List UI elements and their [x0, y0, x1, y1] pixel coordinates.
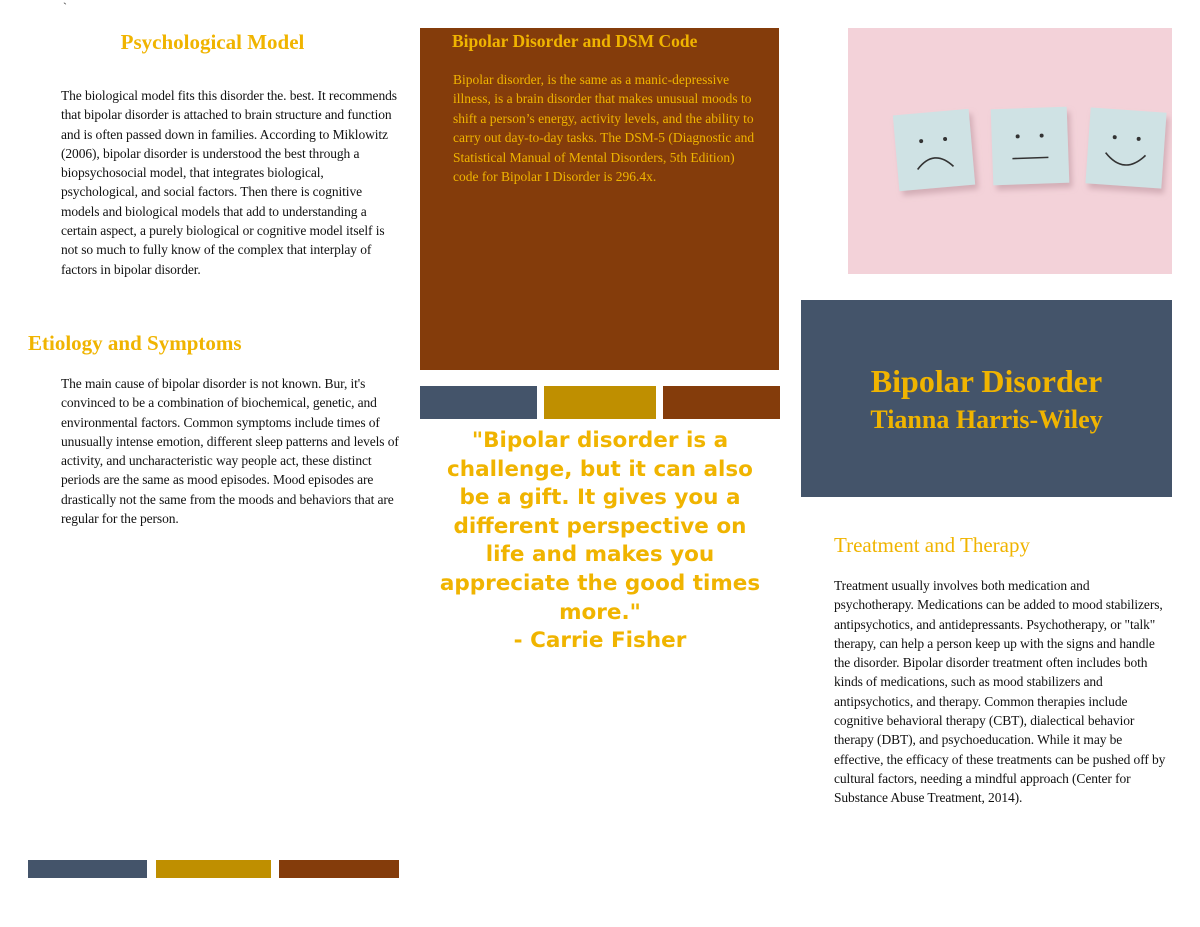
sad-face-note-icon — [893, 109, 975, 191]
brochure-title: Bipolar Disorder — [870, 363, 1103, 399]
decorative-bar-slate — [28, 860, 147, 878]
mood-faces-illustration — [848, 28, 1172, 274]
treatment-heading: Treatment and Therapy — [834, 533, 1030, 557]
decorative-bar-mustard — [156, 860, 271, 878]
author-name: Tianna Harris-Wiley — [870, 405, 1103, 434]
etiology-text: The main cause of bipolar disorder is not known. Bur, it's convinced to be a combination of biochemical, genetic, and environmental factors. Common symptoms include times of unusually intense emotion, different sleep patterns and levels of activity, and uncharacteristic way people act, these distinct periods are the same as mood episodes. Mood episodes are drastically not the same from the moods and behaviors that are regular for the person. — [61, 376, 399, 527]
quote-attribution: - Carrie Fisher — [513, 628, 687, 654]
etiology-heading: Etiology and Symptoms — [28, 331, 242, 355]
dsm-code-heading: Bipolar Disorder and DSM Code — [452, 31, 698, 51]
decorative-bar-mustard — [544, 386, 656, 419]
happy-face-note-icon — [1085, 107, 1166, 188]
decorative-bar-brown — [663, 386, 780, 419]
quote-text: "Bipolar disorder is a challenge, but it can also be a gift. It gives you a different perspective on life and makes you appreciate the good times more." — [439, 428, 761, 625]
treatment-text: Treatment usually involves both medication and psychotherapy. Medications can be added to mood stabilizers, antipsychotics, and antidepressants. Psychotherapy, or "talk" therapy, can help a person keep up with the signs and handle the disorder. Bipolar disorder treatment often includes both kinds of medications, such as mood stabilizers and antipsychotics, and therapy. Common therapies include cognitive behavioral therapy (CBT), dialectical behavior therapy (DBT), and psychoeducation. While it may be effective, the efficacy of these treatments can be pushed off by cultural factors, needing a mindful approach (Center for Substance Abuse Treatment, 2014). — [834, 578, 1166, 806]
quote-block — [436, 427, 764, 656]
dsm-code-text: Bipolar disorder, is the same as a manic-depressive illness, is a brain disorder that makes unusual moods to shift a person’s energy, activity levels, and the ability to carry out day-to-day tasks. The DSM-5 (Diagnostic and Statistical Manual of Mental Disorders, 5th Edition) code for Bipolar I Disorder is 296.4x. — [453, 72, 755, 185]
decorative-bar-brown — [279, 860, 399, 878]
neutral-face-note-icon — [991, 107, 1070, 186]
psychological-model-text: The biological model fits this disorder the. best. It recommends that bipolar disorder is attached to brain structure and function and is often passed down in families. According to Miklowitz (2006), bipolar disorder is understood the best through a biopsychosocial model, that integrates biological, psychological, and social factors. Then there is cognitive models and biological models that add to understanding a certain aspect, a purely biological or cognitive model itself is not so much to fully know of the complex that interplay of factors in bipolar disorder. — [61, 88, 397, 277]
decorative-bar-slate — [420, 386, 537, 419]
mood-faces-photo — [848, 28, 1172, 274]
psychological-model-heading: Psychological Model — [120, 30, 305, 54]
stray-mark: ` — [63, 0, 67, 14]
